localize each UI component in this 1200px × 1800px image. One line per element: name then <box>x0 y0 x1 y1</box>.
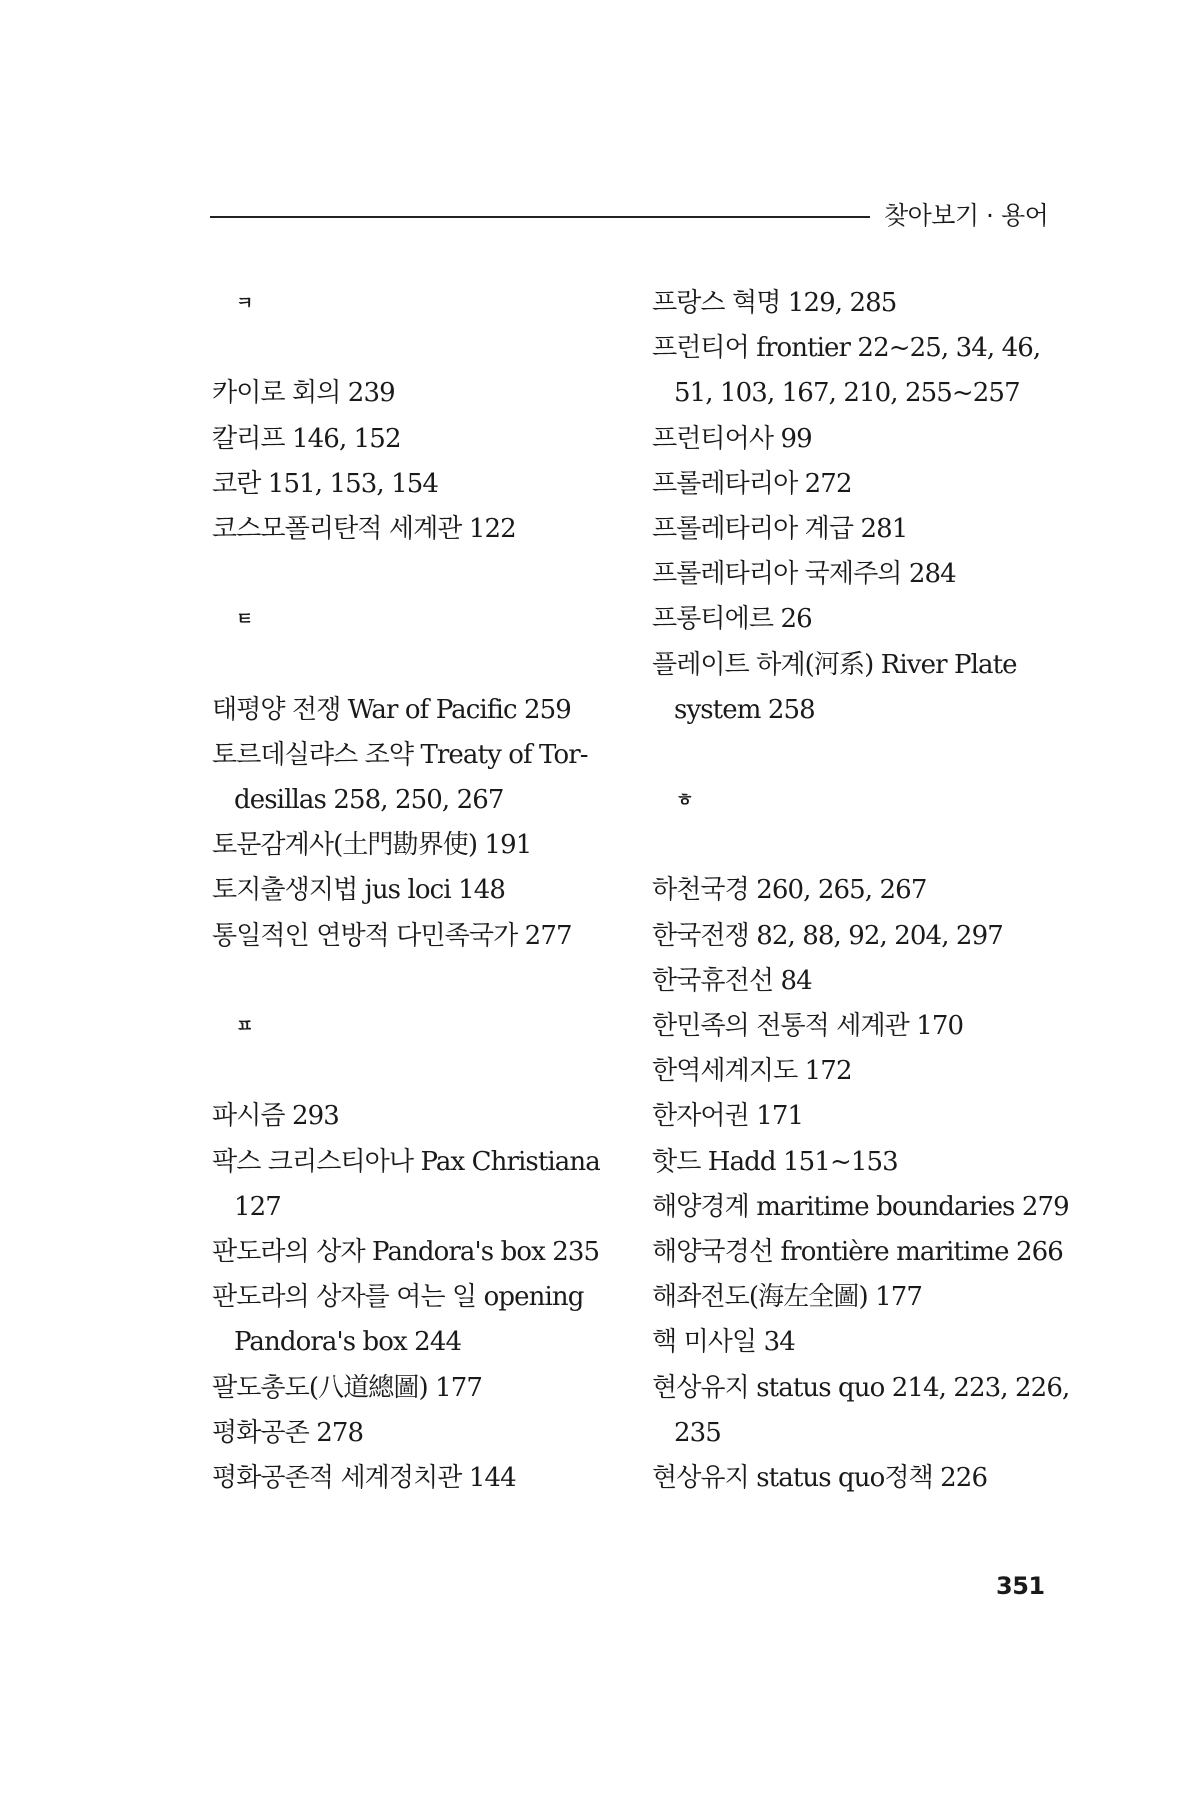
section-letter: ㅌ <box>236 609 253 631</box>
index-entry-continuation: 51, 103, 167, 210, 255~257 <box>674 378 1020 409</box>
index-entry: 한민족의 전통적 세계관 170 <box>652 1011 964 1041</box>
index-entry: 토지출생지법 jus loci 148 <box>212 875 506 906</box>
page-number: 351 <box>996 1572 1045 1600</box>
index-entry: 평화공존적 세계정치관 144 <box>212 1462 516 1493</box>
index-entry: 코스모폴리탄적 세계관 122 <box>212 513 516 544</box>
spacer <box>212 643 628 688</box>
index-entry: 판도라의 상자 Pandora's box 235 <box>212 1236 600 1267</box>
header-rule <box>210 216 870 218</box>
index-entry-continuation: 235 <box>674 1417 721 1448</box>
index-entry: 해양국경선 frontière maritime 266 <box>652 1236 1063 1267</box>
index-entry: 핵 미사일 34 <box>652 1327 795 1358</box>
section-letter: ㅋ <box>236 293 253 314</box>
index-entry-continuation: 127 <box>234 1191 281 1222</box>
index-entry: 코란 151, 153, 154 <box>212 468 439 499</box>
index-entry: 프런티어 frontier 22~25, 34, 46, <box>652 333 1041 364</box>
index-entry-continuation: system 258 <box>674 694 815 725</box>
index-entry: 프랑스 혁명 129, 285 <box>652 288 897 318</box>
spacer <box>212 959 628 1004</box>
index-entry-continuation: Pandora's box 244 <box>234 1327 462 1358</box>
section-letter: ㅎ <box>676 790 693 812</box>
running-header: 찾아보기 · 용어 <box>884 201 1049 230</box>
index-entry: 프롱티에르 26 <box>652 604 812 635</box>
index-entry-continuation: desillas 258, 250, 267 <box>234 785 504 816</box>
spacer <box>212 1049 628 1094</box>
index-entry: 프롤레타리아 계급 281 <box>652 513 908 544</box>
spacer <box>652 733 1064 778</box>
index-entry: 플레이트 하계(河系) River Plate <box>652 649 1017 680</box>
index-entry: 프런티어사 99 <box>652 423 812 454</box>
spacer <box>212 552 628 597</box>
index-entry: 판도라의 상자를 여는 일 opening <box>212 1282 584 1313</box>
index-entry: 한자어권 171 <box>652 1101 804 1132</box>
index-entry: 통일적인 연방적 다민족국가 277 <box>212 920 572 951</box>
index-entry: 프롤레타리아 272 <box>652 468 852 499</box>
index-entry: 해좌전도(海左全圖) 177 <box>652 1282 923 1313</box>
index-entry: 카이로 회의 239 <box>212 378 395 409</box>
spacer <box>652 823 1064 868</box>
index-entry: 팍스 크리스티아나 Pax Christiana <box>212 1146 600 1177</box>
index-entry: 현상유지 status quo정책 226 <box>652 1462 988 1493</box>
index-entry: 하천국경 260, 265, 267 <box>652 875 927 906</box>
index-entry: 칼리프 146, 152 <box>212 423 401 454</box>
index-entry: 태평양 전쟁 War of Pacific 259 <box>212 694 571 725</box>
index-entry: 핫드 Hadd 151~153 <box>652 1146 898 1177</box>
index-entry: 파시즘 293 <box>212 1101 339 1132</box>
index-entry: 한국휴전선 84 <box>652 965 812 996</box>
index-entry: 프롤레타리아 국제주의 284 <box>652 559 956 590</box>
index-entry: 평화공존 278 <box>212 1417 364 1448</box>
index-column-right <box>652 281 1070 1501</box>
index-entry: 토르데실랴스 조약 Treaty of Tor- <box>212 739 588 770</box>
index-column-left <box>212 281 628 1501</box>
index-entry: 한역세계지도 172 <box>652 1056 852 1087</box>
index-entry: 한국전쟁 82, 88, 92, 204, 297 <box>652 920 1003 951</box>
index-entry: 토문감계사(土門勘界使) 191 <box>212 830 532 861</box>
index-entry: 해양경계 maritime boundaries 279 <box>652 1191 1069 1222</box>
spacer <box>212 326 628 371</box>
index-entry: 팔도총도(八道總圖) 177 <box>212 1372 483 1403</box>
index-entry: 현상유지 status quo 214, 223, 226, <box>652 1372 1070 1403</box>
section-letter: ㅍ <box>236 1016 253 1037</box>
